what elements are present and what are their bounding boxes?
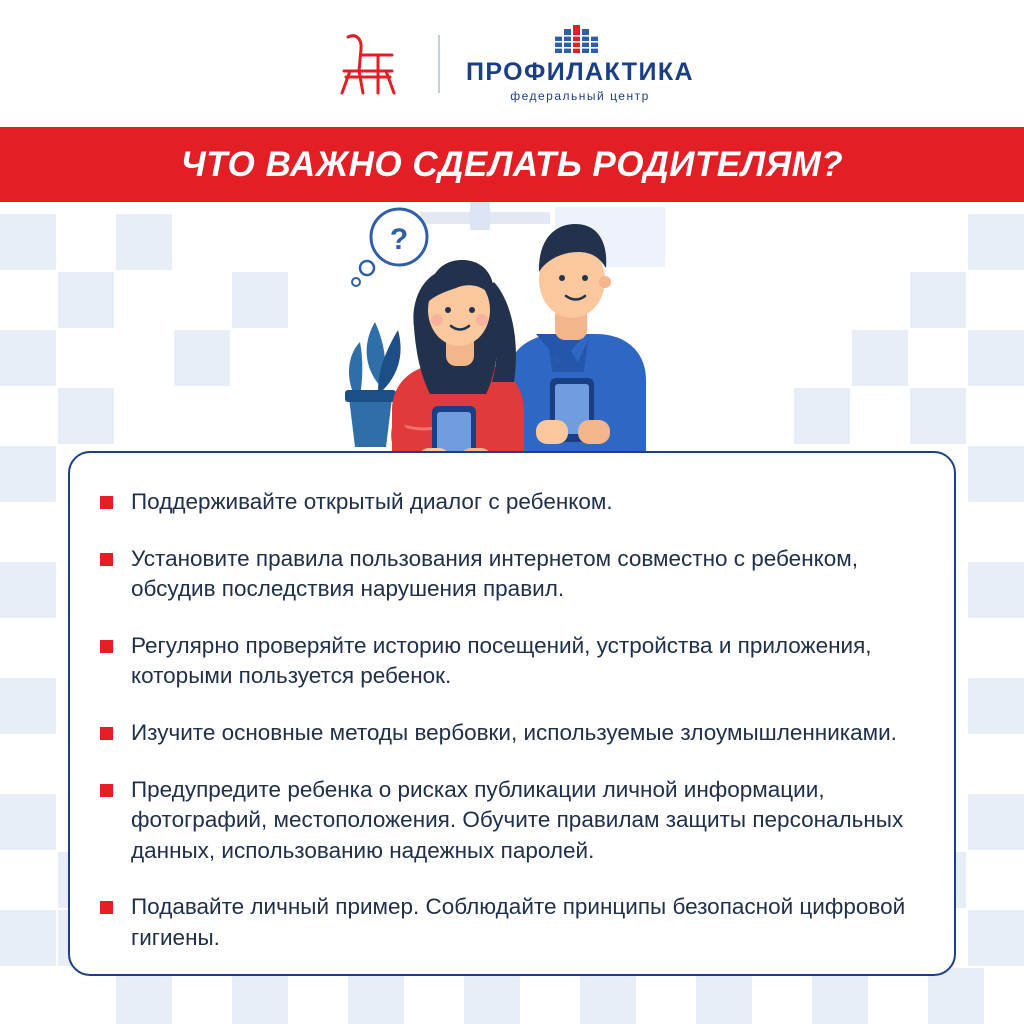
bullet-square-icon [100, 784, 113, 797]
vertical-divider-icon [438, 35, 440, 93]
list-item-text: Изучите основные методы вербовки, используемые злоумышленниками. [131, 719, 897, 745]
poster-title-bar [0, 127, 1024, 202]
tips-card [68, 451, 956, 976]
chair-icon [330, 31, 412, 97]
list-item [100, 775, 908, 867]
pixel-squares-icon [555, 25, 605, 53]
bullet-square-icon [100, 727, 113, 740]
list-item [100, 631, 908, 692]
list-item-text: Поддерживайте открытый диалог с ребенком. [131, 489, 613, 514]
page-title: ЧТО ВАЖНО СДЕЛАТЬ РОДИТЕЛЯМ? [180, 144, 844, 184]
brand-subtitle: федеральный центр [510, 88, 650, 103]
brand-header [0, 0, 1024, 127]
list-item-text: Подавайте личный пример. Соблюдайте принципы безопасной цифровой гигиены. [131, 894, 906, 950]
list-item-text: Установите правила пользования интернетом совместно с ребенком, обсудив последствия нарушения правил. [131, 545, 858, 602]
bullet-square-icon [100, 901, 113, 914]
list-item [100, 892, 908, 953]
list-item-text: Регулярно проверяйте историю посещений, устройства и приложения, которыми пользуется ребенок. [131, 632, 872, 689]
list-item [100, 487, 908, 518]
list-item [100, 544, 908, 605]
bullet-square-icon [100, 496, 113, 509]
list-item [100, 718, 908, 749]
teen-and-parent-with-smartphones-illustration [0, 202, 1024, 482]
bullet-square-icon [100, 640, 113, 653]
brand-title: ПРОФИЛАКТИКА [466, 57, 694, 86]
question-mark-bubble-icon: ? [389, 223, 409, 256]
bullet-square-icon [100, 553, 113, 566]
list-item-text: Предупредите ребенка о рисках публикации личной информации, фотографий, местоположения. Обучите правилам защиты персональных данных, использованию надежных паролей. [131, 776, 904, 863]
tips-list [100, 487, 908, 954]
